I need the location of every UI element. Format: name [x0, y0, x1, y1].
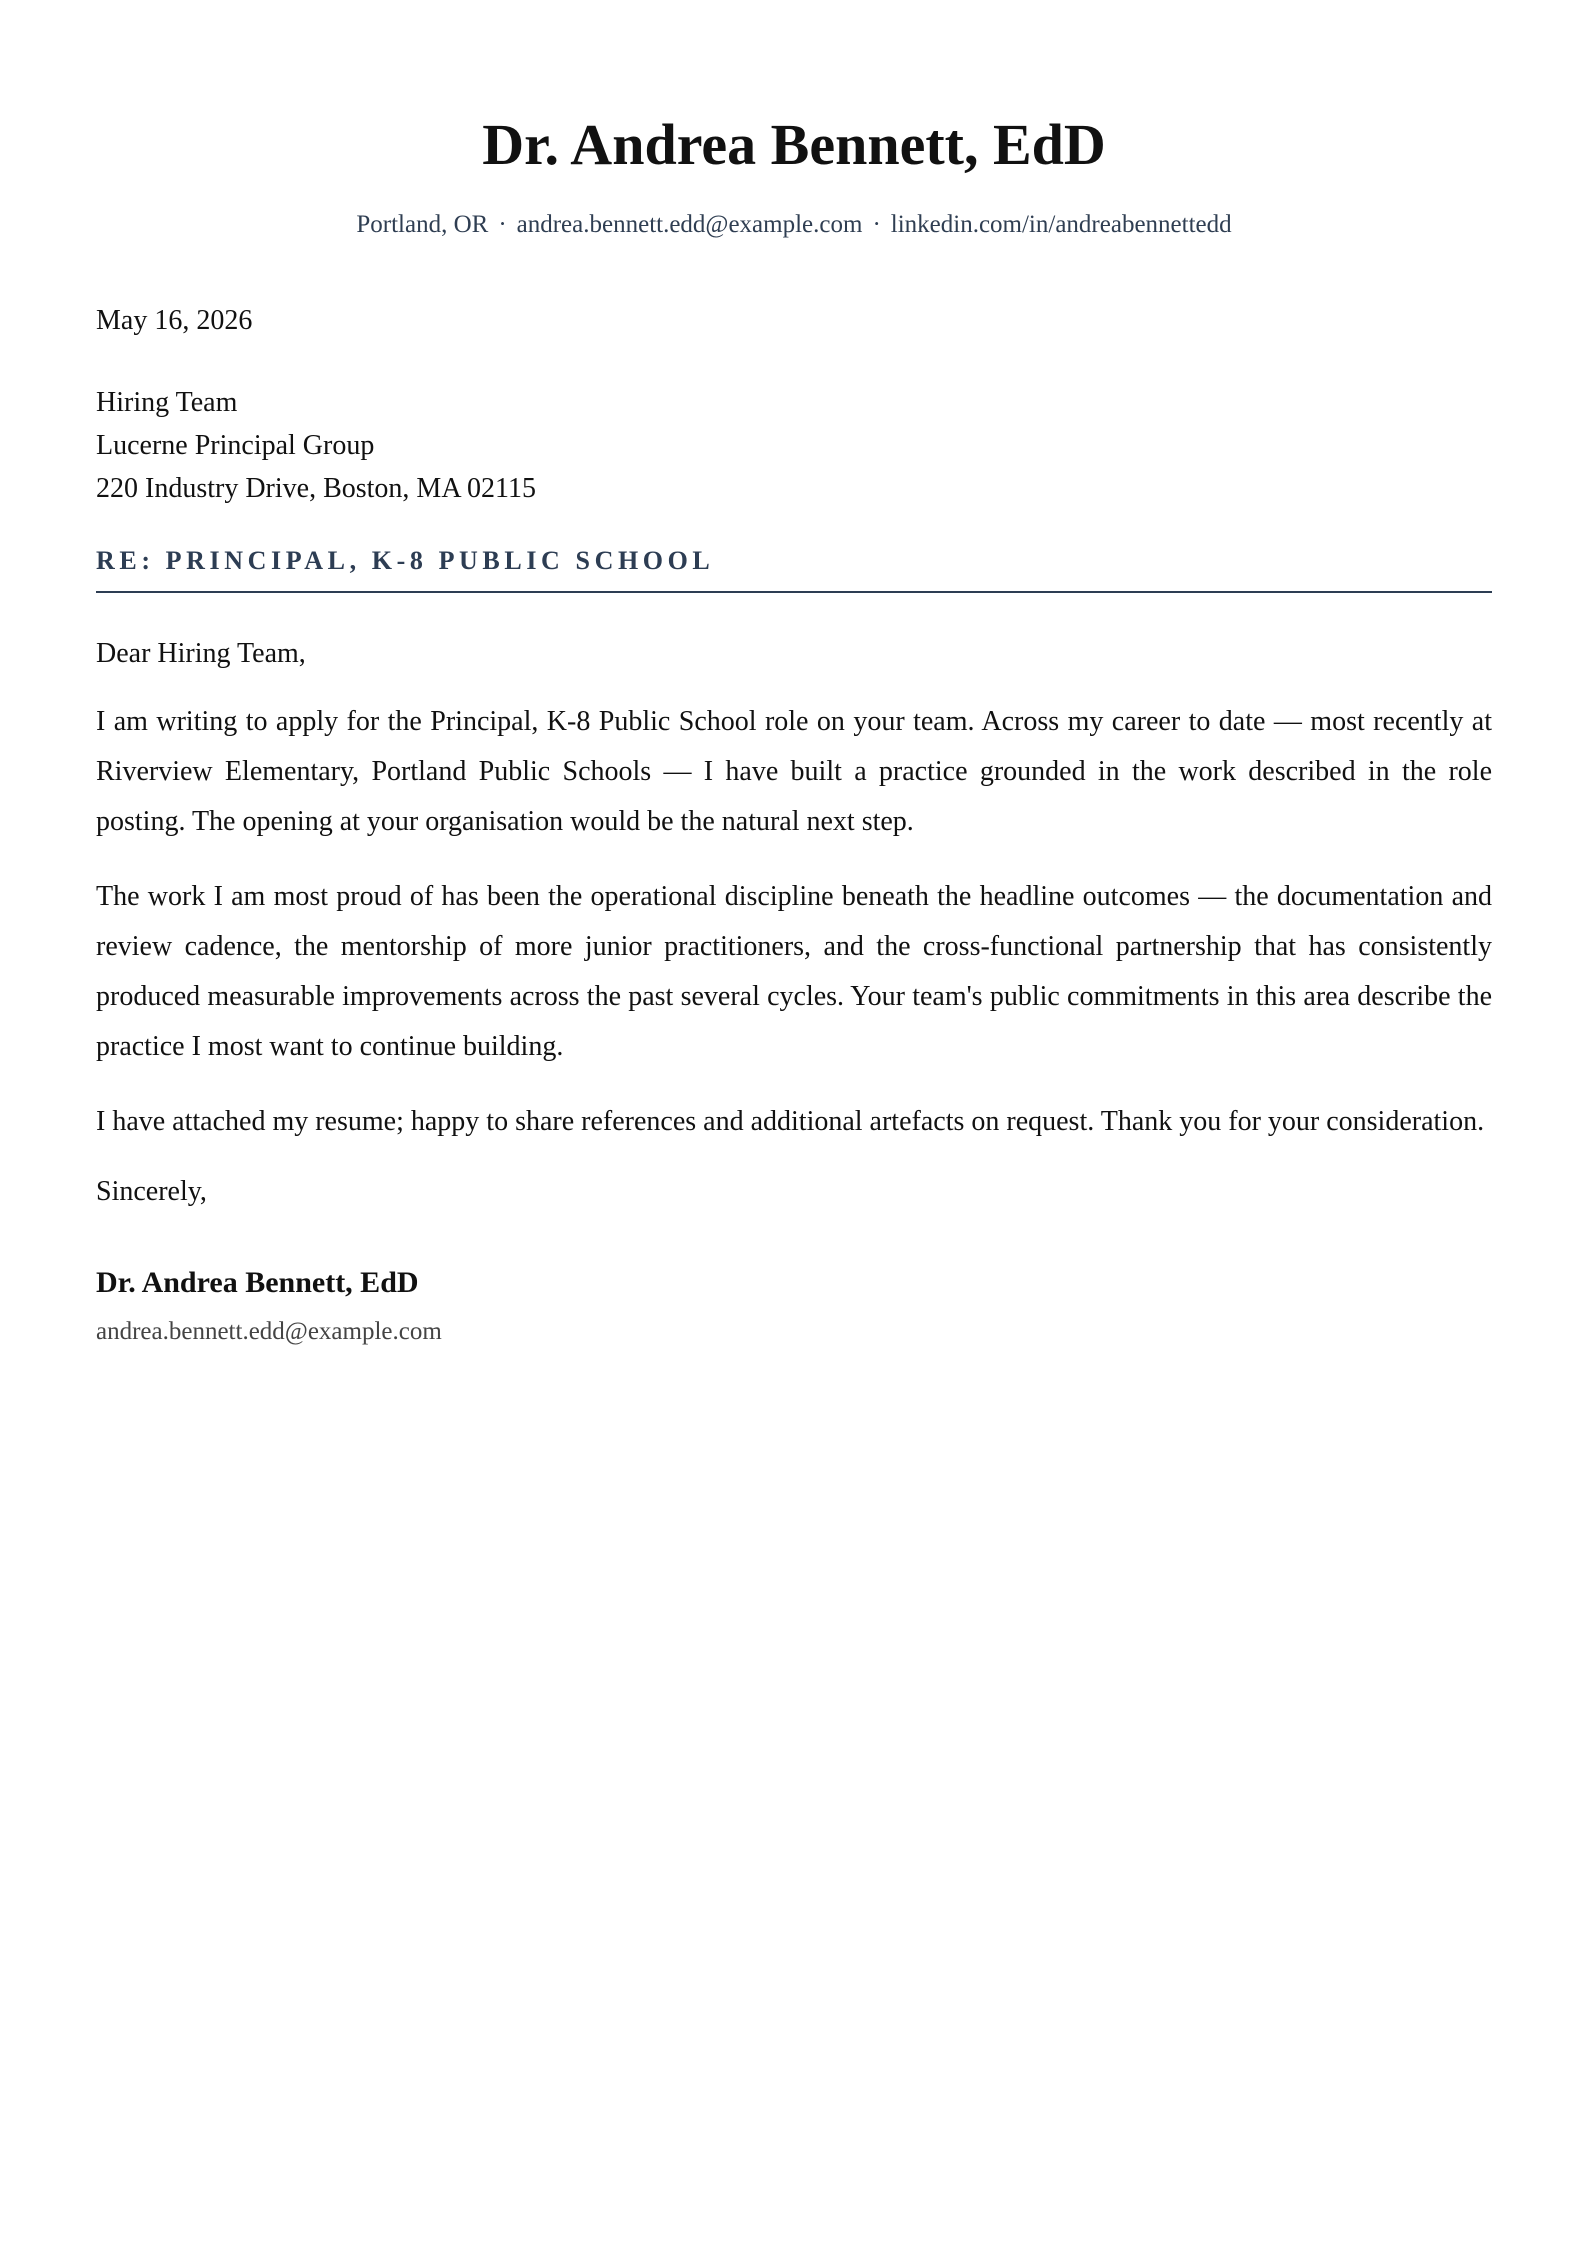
- recipient-line: Hiring Team: [96, 387, 238, 418]
- letter-date: May 16, 2026: [96, 305, 253, 336]
- closing: Sincerely,: [96, 1176, 207, 1207]
- salutation: Dear Hiring Team,: [96, 638, 306, 669]
- contact-separator: ·: [872, 211, 881, 238]
- body-paragraph: The work I am most proud of has been the operational discipline beneath the headline outcomes — the documentation and review cadence, the mentorship of more junior practitioners, and the cross-functional partnership that has consistently produced measurable improvements across the past several cycles. Your team's public commitments in this area describe the practice I most want to continue building.: [96, 881, 1492, 1062]
- body-paragraph: I am writing to apply for the Principal, K-8 Public School role on your team. Across my career to date — most recently at Riverview Elementary, Portland Public Schools — I have built a practice grounded in the work described in the role posting. The opening at your organisation would be the natural next step.: [96, 706, 1492, 837]
- contact-email[interactable]: andrea.bennett.edd@example.com: [516, 211, 863, 238]
- signature-name: Dr. Andrea Bennett, EdD: [96, 1266, 419, 1299]
- contact-line: [96, 210, 1492, 240]
- signature-email[interactable]: andrea.bennett.edd@example.com: [96, 1318, 442, 1345]
- subject-line: RE: PRINCIPAL, K-8 PUBLIC SCHOOL: [96, 545, 1492, 593]
- recipient-line: Lucerne Principal Group: [96, 430, 375, 461]
- contact-linkedin[interactable]: linkedin.com/in/andreabennettedd: [890, 211, 1232, 238]
- recipient-line: 220 Industry Drive, Boston, MA 02115: [96, 473, 536, 504]
- contact-location: Portland, OR: [356, 211, 489, 238]
- contact-separator: ·: [498, 211, 507, 238]
- body-paragraph: I have attached my resume; happy to share references and additional artefacts on request. Thank you for your consideration.: [96, 1106, 1485, 1137]
- recipient-block: [96, 381, 1492, 510]
- applicant-name: Dr. Andrea Bennett, EdD: [482, 112, 1106, 177]
